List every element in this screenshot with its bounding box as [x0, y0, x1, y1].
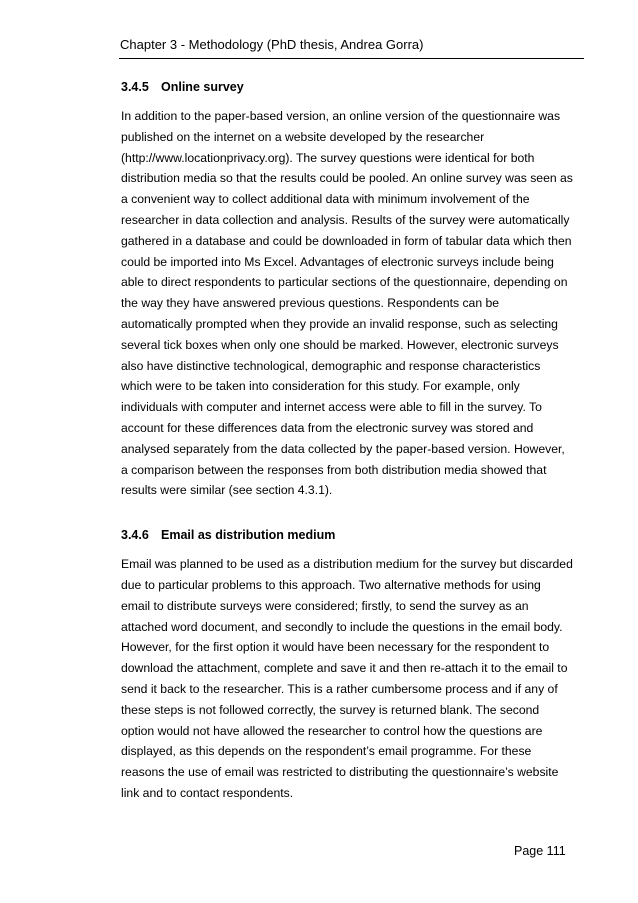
page-number: Page 111 [514, 844, 566, 858]
section-body-online-survey: In addition to the paper-based version, an online version of the questionnaire was published on the internet on a website developed by the researcher (http://www.locationprivacy.org). The survey questions were identical for both distribution media so that the results could be pooled. An online survey was seen as a convenient way to collect additional data with minimum involvement of the researcher in data collection and analysis. Results of the survey were automatically gathered in a database and could be downloaded in form of tabular data which then could be imported into Ms Excel. Advantages of electronic surveys include being able to direct respondents to particular sections of the questionnaire, depending on the way they have answered previous questions. Respondents can be automatically prompted when they provide an invalid response, such as selecting several tick boxes when only one should be marked. However, electronic surveys also have distinctive technological, demographic and response characteristics which were to be taken into consideration for this study. For example, only individuals with computer and internet access were able to fill in the survey. To account for these differences data from the electronic survey was stored and analysed separately from the data collected by the paper-based version. However, a comparison between the responses from both distribution media showed that results were similar (see section 4.3.1). [121, 109, 573, 498]
section-title: Online survey [161, 80, 244, 94]
header-rule [119, 58, 584, 59]
running-header: Chapter 3 - Methodology (PhD thesis, Andrea Gorra) [120, 37, 424, 52]
section-number: 3.4.6 [121, 528, 149, 543]
section-number: 3.4.5 [121, 80, 149, 94]
section-body-email-distribution: Email was planned to be used as a distribution medium for the survey but discarded due to particular problems to this approach. Two alternative methods for using email to distribute surveys were considered; firstly, to send the survey as an attached word document, and secondly to include the questions in the email body. However, for the first option it would have been necessary for the respondent to download the attachment, complete and save it and then re-attach it to the email to send it back to the researcher. This is a rather cumbersome process and if any of these steps is not followed correctly, the survey is returned blank. The second option would not have allowed the researcher to control how the questions are displayed, as this depends on the respondent’s email programme. For these reasons the use of email was restricted to distributing the questionnaire’s website link and to contact respondents. [121, 557, 573, 800]
section-gap [121, 501, 573, 526]
section-heading-email-distribution [121, 526, 573, 544]
section-title: Email as distribution medium [161, 528, 336, 543]
section-heading-online-survey [121, 78, 573, 96]
page-content [121, 78, 573, 804]
